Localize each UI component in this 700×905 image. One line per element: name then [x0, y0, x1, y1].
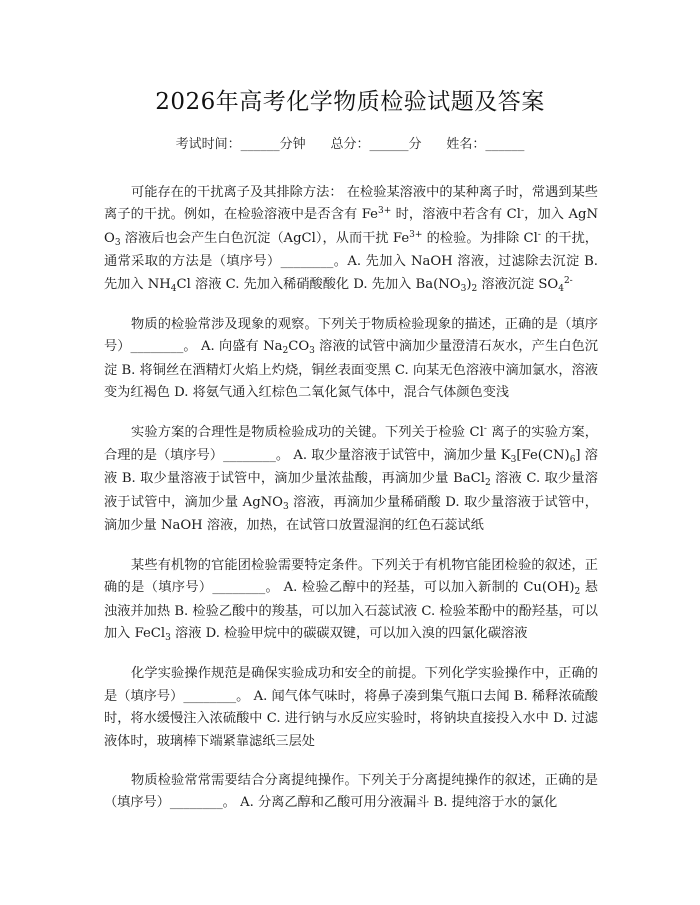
q6-text-1: 物质检验常常需要结合分离提纯操作。下列关于分离提纯操作的叙述，正确的是（填序号）________。 A. 分离乙醇和乙酸可用分液漏斗 B. 提纯溶于水的氯化 [104, 772, 598, 811]
name-label: 姓名： [446, 137, 486, 152]
q1-charge-3: 3+ [409, 229, 423, 240]
q1-text-2: 时，溶液中若含有 Cl [391, 207, 521, 223]
exam-info-line [0, 133, 700, 152]
exam-time-blank: ______ [240, 137, 280, 152]
q1-text-3: ，加入 AgNO [104, 207, 598, 246]
question-3 [104, 422, 598, 538]
q5-text-1: 化学实验操作规范是确保实验成功和安全的前提。下列化学实验操作中，正确的是（填序号）________。 A. 闻气体气味时，将鼻子凑到集气瓶口去闻 B. 稀释浓硫酸时，将水缓慢注入浓硫酸中 C. 进行钠与水反应实验时，将钠块直接投入水中 D. 过滤液体时，玻璃棒下端紧靠滤纸三层处 [104, 666, 598, 749]
q3-text-2: 离子的实验方案，合理的是（填序号）________。 A. 取少量溶液于试管中，滴加少量 K [104, 424, 598, 464]
q1-text-6: 的干扰，通常采取的方法是（填序号）________。A. 先加入 NaOH 溶液，过滤除去沉淀 B. 先加入 NH [104, 230, 598, 292]
exam-time-label: 考试时间： [175, 137, 241, 152]
q1-charge-4: - [537, 229, 541, 240]
q3-charge-1: - [483, 423, 487, 434]
q1-subscript-5: 4 [558, 283, 564, 294]
q2-subscript-1: 2 [282, 346, 289, 357]
q3-text-6: 溶液，再滴加少量稀硝酸 D. 取少量溶液于试管中，滴加少量 NaOH 溶液，加热，在试管口放置湿润的红色石蕊试纸 [104, 494, 598, 534]
q1-text-7: Cl 溶液 C. 先加入稀硝酸酸化 D. 先加入 Ba(NO [176, 276, 461, 292]
question-list [104, 182, 598, 832]
q3-subscript-1: 3 [510, 455, 517, 466]
question-4 [104, 555, 598, 647]
q1-subscript-3: 3 [460, 283, 467, 294]
q4-subscript-1: 2 [574, 587, 581, 598]
q3-text-1: 实验方案的合理性是物质检验成功的关键。下列关于检验 Cl [131, 424, 484, 440]
q1-text-1: 可能存在的干扰离子及其排除方法： 在检验某溶液中的某种离子时，常遇到某些离子的干扰。例如，在检验溶液中是否含有 Fe [104, 185, 598, 223]
score-unit: 分 [408, 137, 422, 152]
score-blank: ______ [369, 137, 409, 152]
exam-time-unit: 分钟 [279, 137, 306, 152]
q1-text-9: 溶液沉淀 SO [477, 276, 559, 292]
q3-subscript-3: 2 [484, 478, 491, 489]
score-label: 总分： [330, 137, 370, 152]
q1-subscript-2: 4 [170, 283, 177, 294]
q1-text-5: 的检验。为排除 Cl [422, 230, 538, 246]
q3-subscript-2: 6 [569, 455, 576, 466]
q4-text-3: 溶液 D. 检验甲烷中的碳碳双键，可以加入溴的四氯化碳溶液 [170, 625, 528, 641]
q1-charge-2: - [520, 206, 524, 217]
q3-text-3: [Fe(CN) [516, 448, 570, 464]
name-blank: ______ [485, 137, 525, 152]
q1-subscript-1: 3 [114, 237, 121, 248]
q4-subscript-2: 3 [165, 632, 171, 643]
q2-text-3: 溶液的试管中滴加少量澄清石灰水，产生白色沉淀 B. 将铜丝在酒精灯火焰上灼烧，铜丝表面变黑 C. 向某无色溶液中滴加氯水，溶液变为红褐色 D. 将氨气通入红棕色二氧化氮气体中，混合气体颜色变浅 [104, 339, 598, 401]
q1-subscript-4: 2 [471, 283, 478, 294]
q2-text-2: CO [288, 339, 310, 355]
q1-text-4: 溶液后也会产生白色沉淀（AgCl），从而干扰 Fe [120, 230, 410, 246]
question-1 [104, 182, 598, 297]
q1-charge-1: 3+ [377, 206, 392, 217]
q2-text-1: 物质的检验常涉及现象的观察。下列关于物质检验现象的描述，正确的是（填序号）________。 A. 向盛有 Na [104, 317, 598, 355]
q4-text-1: 某些有机物的官能团检验需要特定条件。下列关于有机物官能团检验的叙述，正确的是（填序号）________。 A. 检验乙醇中的羟基，可以加入新制的 Cu(OH) [104, 557, 598, 596]
q1-text-8: ) [466, 276, 472, 292]
q3-text-4: ] 溶液 B. 取少量溶液于试管中，滴加少量浓盐酸，再滴加少量 BaCl [104, 448, 598, 487]
question-2 [104, 314, 598, 405]
q2-subscript-2: 3 [309, 346, 315, 357]
page-title: 2026年高考化学物质检验试题及答案 [155, 89, 545, 115]
q1-charge-5: 2- [563, 275, 573, 286]
question-6 [104, 770, 598, 815]
q4-text-2: 悬浊液并加热 B. 检验乙酸中的羧基，可以加入石蕊试液 C. 检验苯酚中的酚羟基，可以加入 FeCl [104, 580, 598, 641]
q3-subscript-4: 3 [283, 501, 289, 512]
q3-text-5: 溶液 C. 取少量溶液于试管中，滴加少量 AgNO [104, 471, 598, 510]
question-5 [104, 663, 598, 753]
